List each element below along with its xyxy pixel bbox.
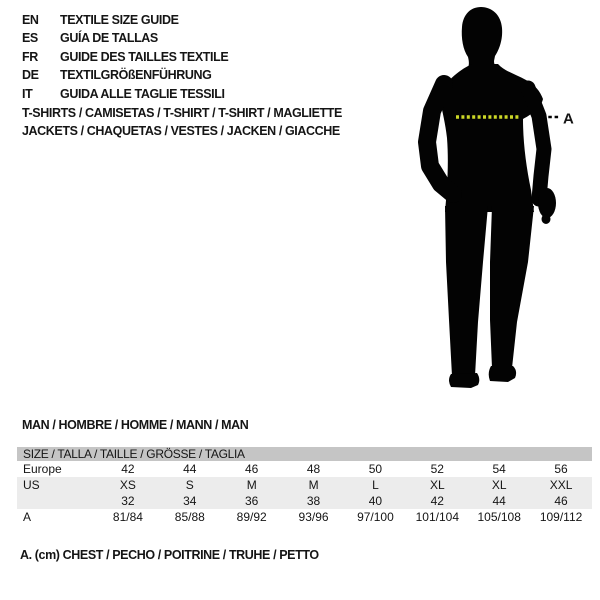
- row-label: Europe: [23, 462, 62, 476]
- size-cell: L: [372, 478, 379, 492]
- silhouette-head: [462, 7, 502, 70]
- size-cell: 42: [121, 462, 135, 476]
- size-cell: 54: [492, 462, 506, 476]
- measure-label-a: A: [563, 110, 574, 128]
- size-cell: M: [246, 478, 257, 492]
- language-code: IT: [22, 86, 33, 101]
- language-label: GUIDA ALLE TAGLIE TESSILI: [60, 86, 225, 101]
- category-jackets: JACKETS / CHAQUETAS / VESTES / JACKEN / GIACCHE: [22, 124, 340, 139]
- silhouette-right-hand: [538, 188, 556, 218]
- language-code: ES: [22, 31, 38, 46]
- size-row-europe: [17, 461, 592, 477]
- language-code: DE: [22, 68, 39, 83]
- size-cell: XL: [429, 478, 445, 492]
- size-cell: 89/92: [236, 510, 267, 524]
- language-code: FR: [22, 49, 38, 64]
- size-cell: 105/108: [477, 510, 521, 524]
- size-cell: 93/96: [298, 510, 329, 524]
- size-cell: 32: [121, 494, 135, 508]
- row-label: US: [23, 478, 40, 492]
- silhouette-left-leg: [445, 206, 488, 376]
- size-cell: 56: [554, 462, 568, 476]
- size-cell: S: [185, 478, 194, 492]
- size-cell: 81/84: [112, 510, 143, 524]
- size-cell: 38: [306, 494, 321, 508]
- size-cell: 85/88: [174, 510, 205, 524]
- language-row-it: [22, 85, 228, 103]
- garment-categories: [22, 104, 342, 140]
- size-cell: 48: [306, 462, 321, 476]
- size-cell: 46: [245, 462, 259, 476]
- size-cell: 109/112: [539, 510, 583, 524]
- section-title-man: MAN / HOMBRE / HOMME / MANN / MAN: [22, 418, 249, 432]
- language-code: EN: [22, 13, 39, 27]
- man-silhouette-figure: [400, 0, 600, 400]
- size-cell: 97/100: [357, 510, 394, 524]
- silhouette-right-leg: [490, 206, 534, 368]
- size-cell: 34: [183, 494, 197, 508]
- size-cell: 40: [368, 494, 383, 508]
- size-row-us-numeric: [17, 493, 592, 509]
- language-row-fr: [22, 48, 228, 66]
- silhouette-right-arm: [528, 88, 544, 199]
- size-cell: 50: [368, 462, 383, 476]
- silhouette-right-fingers: [542, 214, 551, 224]
- size-row-a-chest: [17, 509, 592, 525]
- size-cell: 36: [245, 494, 259, 508]
- language-row-en: [22, 11, 228, 29]
- size-cell: XXL: [549, 478, 573, 492]
- silhouette-left-foot: [449, 373, 479, 388]
- language-row-es: [22, 29, 228, 47]
- size-row-us: [17, 477, 592, 493]
- language-guide-list: [22, 11, 228, 103]
- row-label: A: [23, 510, 32, 524]
- language-row-de: [22, 66, 228, 84]
- size-table-header: SIZE / TALLA / TAILLE / GRÖSSE / TAGLIA: [17, 447, 592, 461]
- size-cell: 101/104: [415, 510, 459, 524]
- language-label: GUIDE DES TAILLES TEXTILE: [60, 49, 229, 64]
- size-cell: 52: [430, 462, 444, 476]
- size-cell: XL: [491, 478, 507, 492]
- size-cell: 44: [183, 462, 197, 476]
- language-label: GUÍA DE TALLAS: [60, 31, 158, 46]
- row-label: [17, 493, 97, 509]
- footnote-chest-measure: A. (cm) CHEST / PECHO / POITRINE / TRUHE / PETTO: [20, 548, 319, 562]
- size-cell: XS: [119, 478, 136, 492]
- size-cell: 44: [492, 494, 506, 508]
- size-cell: 46: [554, 494, 568, 508]
- category-tshirts: T-SHIRTS / CAMISETAS / T-SHIRT / T-SHIRT / MAGLIETTE: [22, 106, 342, 120]
- size-cell: M: [308, 478, 319, 492]
- silhouette-right-foot: [489, 366, 516, 382]
- language-label: TEXTILE SIZE GUIDE: [60, 13, 179, 27]
- size-cell: 42: [430, 494, 444, 508]
- language-label: TEXTILGRÖßENFÜHRUNG: [60, 68, 212, 83]
- size-table: [17, 447, 592, 525]
